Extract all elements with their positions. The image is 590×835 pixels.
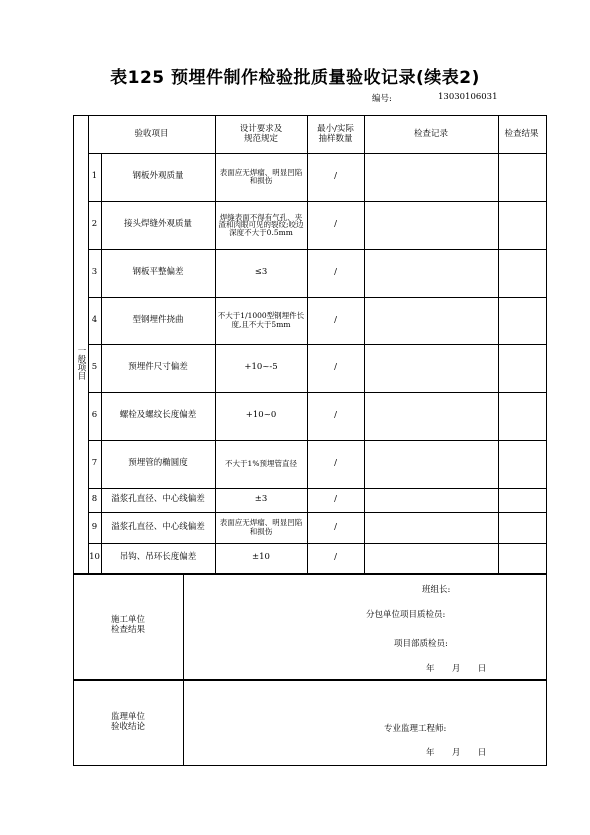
row-sample: /: [334, 521, 337, 532]
row-requirement: ±3: [254, 494, 268, 505]
row-requirement: 不大于1/1000型钢埋件长度,且不大于5mm: [217, 311, 305, 329]
header-record: 检查记录: [413, 129, 448, 140]
row-item-name: 预埋件尺寸偏差: [128, 362, 188, 373]
project-inspector-signature: 项目部质检员:: [394, 639, 448, 649]
row-sample: /: [334, 552, 337, 563]
grid-line: [88, 297, 547, 298]
row-number: 1: [91, 171, 98, 182]
construction-date: 年 月 日: [426, 664, 487, 674]
row-sample: /: [334, 171, 337, 182]
header-sample-line2: 抽样数量: [318, 134, 353, 144]
grid-line: [73, 573, 547, 575]
header-result: 检查结果: [504, 129, 539, 140]
row-sample: /: [334, 314, 337, 325]
team-leader-signature: 班组长:: [422, 585, 451, 595]
row-item-name: 预埋管的椭圆度: [128, 458, 188, 469]
header-sample-line1: 最小/实际: [317, 124, 354, 135]
header-sample: [307, 117, 364, 153]
row-item-name: 溢浆孔直径、中心线偏差: [111, 494, 205, 505]
row-item-name: 型钢埋件挠曲: [132, 314, 184, 325]
row-requirement: ±10: [252, 552, 270, 563]
construction-label-line2: 检查结果: [110, 625, 145, 635]
grid-line: [88, 344, 547, 345]
row-item-name: 钢板平整偏差: [132, 267, 184, 278]
grid-line: [215, 115, 216, 573]
row-number: 8: [91, 494, 98, 505]
grid-line: [88, 440, 547, 441]
row-number: 10: [89, 552, 100, 563]
row-sample: /: [334, 219, 337, 230]
supervision-date: 年 月 日: [426, 748, 487, 758]
row-requirement: 表面应无焊瘤、明显凹陷和损伤: [219, 518, 303, 536]
row-sample: /: [334, 494, 337, 505]
grid-line: [101, 153, 102, 573]
section-label-text: 一般项目: [75, 346, 86, 380]
row-item-name: 吊钩、吊环长度偏差: [119, 552, 197, 563]
row-requirement: 表面应无焊瘤、明显凹陷和损伤: [219, 167, 303, 185]
row-number: 2: [91, 219, 98, 230]
row-item-name: 螺栓及螺纹长度偏差: [119, 410, 197, 421]
construction-label: [73, 573, 183, 679]
row-number: 9: [91, 521, 98, 532]
grid-line: [73, 679, 547, 681]
row-requirement: +10~-5: [244, 362, 278, 373]
row-sample: /: [334, 458, 337, 469]
supervision-label-line2: 验收结论: [110, 721, 145, 732]
header-requirement-line1: 设计要求及: [239, 124, 283, 135]
grid-line: [88, 249, 547, 250]
page-title: 表125 预埋件制作检验批质量验收记录(续表2): [110, 68, 480, 88]
row-number: 5: [91, 362, 98, 373]
row-sample: /: [334, 410, 337, 421]
grid-line: [88, 543, 547, 544]
row-item-name: 接头焊缝外观质量: [123, 219, 192, 230]
row-item-name: 钢板外观质量: [132, 171, 184, 182]
row-sample: /: [334, 267, 337, 278]
grid-line: [88, 512, 547, 513]
row-number: 4: [91, 314, 98, 325]
row-sample: /: [334, 362, 337, 373]
header-requirement: [215, 117, 307, 153]
sub-inspector-signature: 分包单位项目质检员:: [366, 610, 446, 620]
construction-label-line1: 施工单位: [110, 615, 145, 626]
supervision-label-line1: 监理单位: [110, 711, 145, 722]
engineer-signature: 专业监理工程师:: [384, 724, 447, 734]
header-item: 验收项目: [134, 129, 169, 140]
row-number: 3: [91, 267, 98, 278]
grid-line: [183, 573, 184, 766]
grid-line: [88, 153, 547, 154]
section-label: [73, 153, 88, 573]
grid-line: [88, 201, 547, 202]
supervision-label: [73, 679, 183, 766]
row-requirement: +10~0: [245, 410, 277, 421]
header-requirement-line2: 规范规定: [243, 134, 278, 144]
row-requirement: 不大于1%预埋管直径: [225, 458, 297, 468]
grid-line: [364, 115, 365, 573]
serial-number-value: 13030106031: [438, 92, 498, 102]
row-item-name: 溢浆孔直径、中心线偏差: [111, 521, 205, 532]
row-number: 6: [91, 410, 98, 421]
row-requirement: ≤3: [254, 267, 268, 278]
grid-line: [307, 115, 308, 573]
grid-line: [88, 392, 547, 393]
serial-number-label: 编号:: [372, 94, 392, 104]
grid-line: [88, 115, 89, 573]
row-number: 7: [91, 458, 98, 469]
grid-line: [498, 115, 499, 573]
row-requirement: 焊缝表面不得有气孔、夹渣和肉眼可见的裂纹;咬边深度不大于0.5mm: [218, 212, 304, 237]
grid-line: [88, 488, 547, 489]
